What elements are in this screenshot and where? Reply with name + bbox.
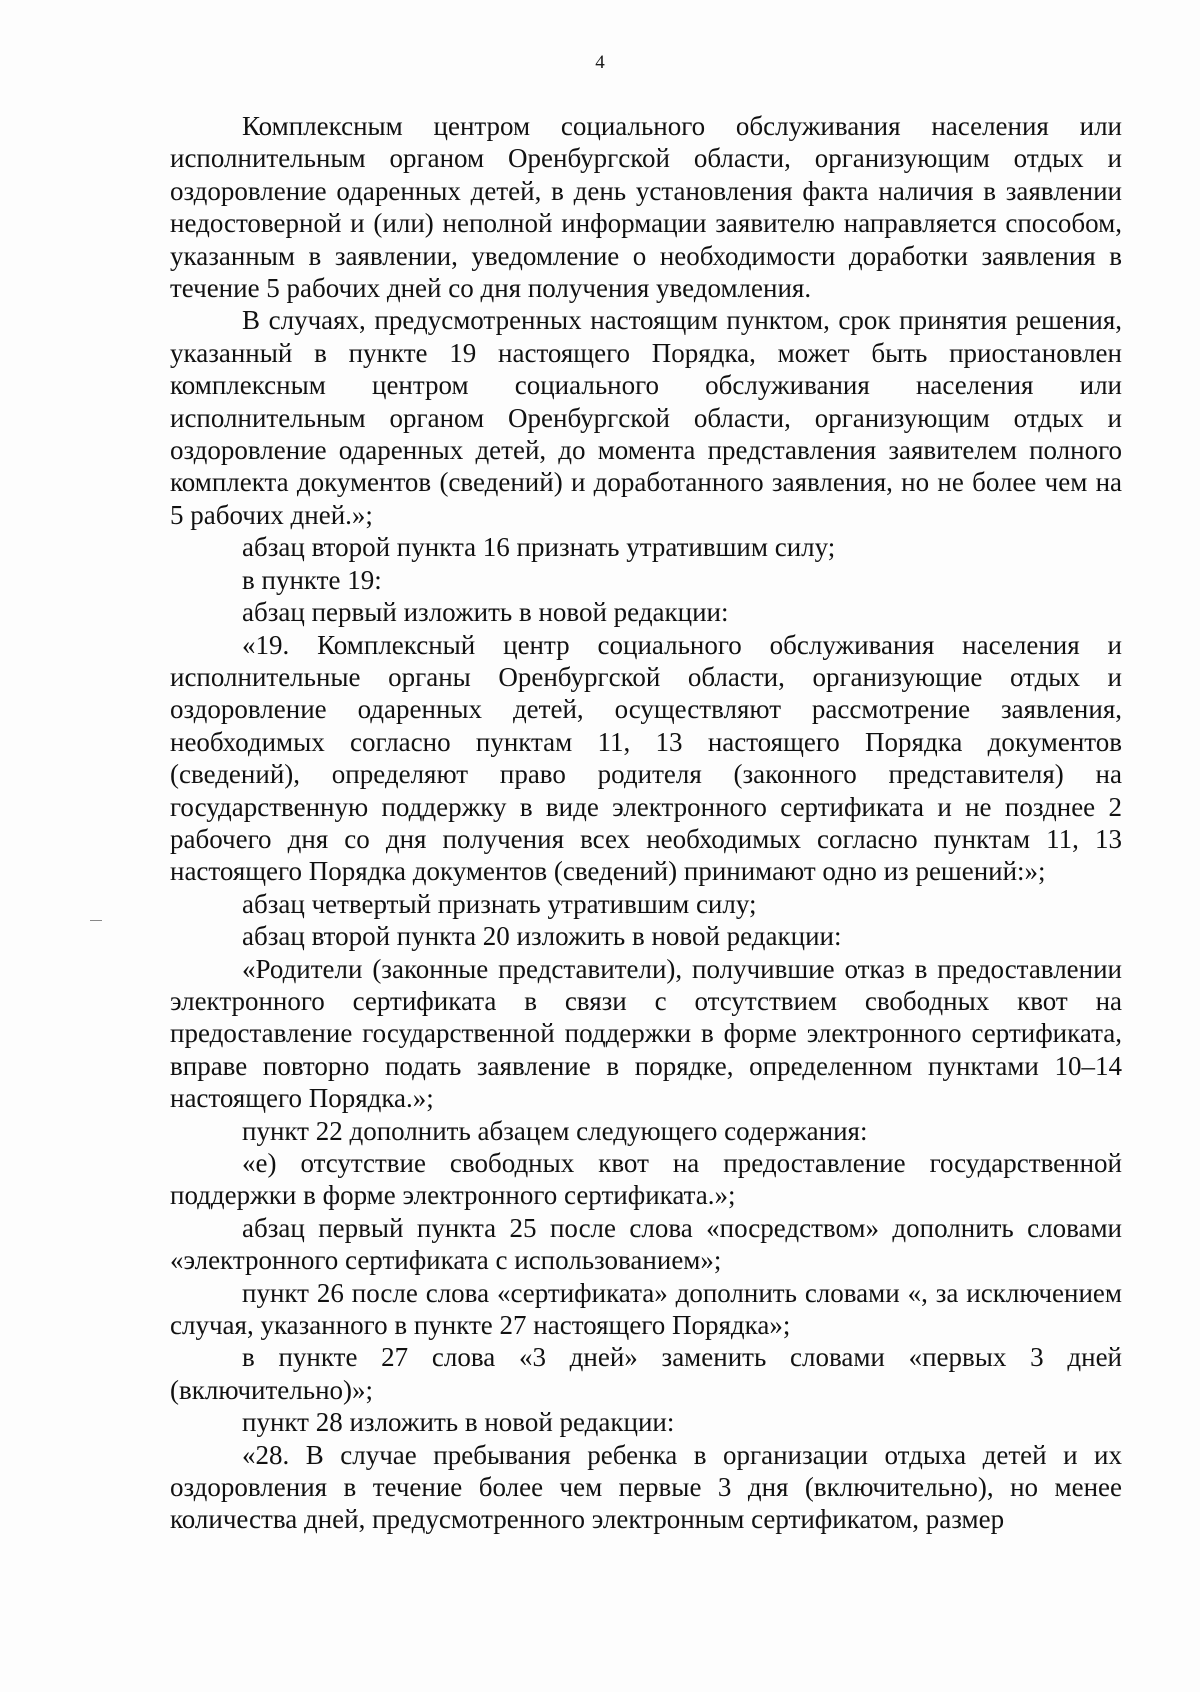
paragraph-2: В случаях, предусмотренных настоящим пунктом, срок принятия решения, указанный в пункте 19 настоящего Порядка, может быть приостановлен комплексным центром социального обслуживания населения или исполнительным органом Оренбургской области, организующим отдых и оздоровление одаренных детей, до момента представления заявителем полного комплекта документов (сведений) и доработанного заявления, но не более чем на 5 рабочих дней.»; <box>170 305 1122 530</box>
paragraph-13: пункт 26 после слова «сертификата» дополнить словами «, за исключением случая, указанного в пункте 27 настоящего Порядка»; <box>170 1277 1122 1341</box>
paragraph-1: Комплексным центром социального обслуживания населения или исполнительным органом Оренбургской области, организующим отдых и оздоровление одаренных детей, в день установления факта наличия в заявлении недостоверной и (или) неполной информации заявителю направляется способом, указанным в заявлении, уведомление о необходимости доработки заявления в течение 5 рабочих дней со дня получения уведомления. <box>170 111 1122 304</box>
document-body <box>170 110 1122 1536</box>
page-number: 4 <box>595 52 605 73</box>
paragraph-12: абзац первый пункта 25 после слова «посредством» дополнить словами «электронного сертификата с использованием»; <box>170 1212 1122 1276</box>
paragraph-16: «28. В случае пребывания ребенка в организации отдыха детей и их оздоровления в течение более чем первые 3 дня (включительно), но менее количества дней, предусмотренного электронным сертификатом, размер <box>170 1439 1122 1535</box>
paragraph-11: «е) отсутствие свободных квот на предоставление государственной поддержки в форме электронного сертификата.»; <box>170 1148 1122 1211</box>
paragraph-9: «Родители (законные представители), получившие отказ в предоставлении электронного сертификата в связи с отсутствием свободных квот на предоставление государственной поддержки в форме электронного сертификата, вправе повторно подать заявление в порядке, определенном пунктами 10–14 настоящего Порядка.»; <box>170 953 1122 1114</box>
paragraph-15: пункт 28 изложить в новой редакции: <box>242 1407 675 1438</box>
paragraph-4: в пункте 19: <box>242 564 382 595</box>
paragraph-3: абзац второй пункта 16 признать утратившим силу; <box>242 532 836 563</box>
paragraph-8: абзац второй пункта 20 изложить в новой редакции: <box>242 921 842 952</box>
paragraph-5: абзац первый изложить в новой редакции: <box>242 597 729 628</box>
paragraph-6: «19. Комплексный центр социального обслуживания населения и исполнительные органы Оренбургской области, организующие отдых и оздоровление одаренных детей, осуществляют рассмотрение заявления, необходимых согласно пунктам 11, 13 настоящего Порядка документов (сведений), определяют право родителя (законного представителя) на государственную поддержку в виде электронного сертификата и не позднее 2 рабочего дня со дня получения всех необходимых согласно пунктам 11, 13 настоящего Порядка документов (сведений) принимают одно из решений:»; <box>170 629 1122 887</box>
paragraph-7: абзац четвертый признать утратившим силу; <box>242 888 757 919</box>
paragraph-14: в пункте 27 слова «3 дней» заменить словами «первых 3 дней (включительно)»; <box>170 1342 1122 1405</box>
paragraph-10: пункт 22 дополнить абзацем следующего содержания: <box>242 1115 868 1146</box>
margin-mark <box>90 920 102 921</box>
